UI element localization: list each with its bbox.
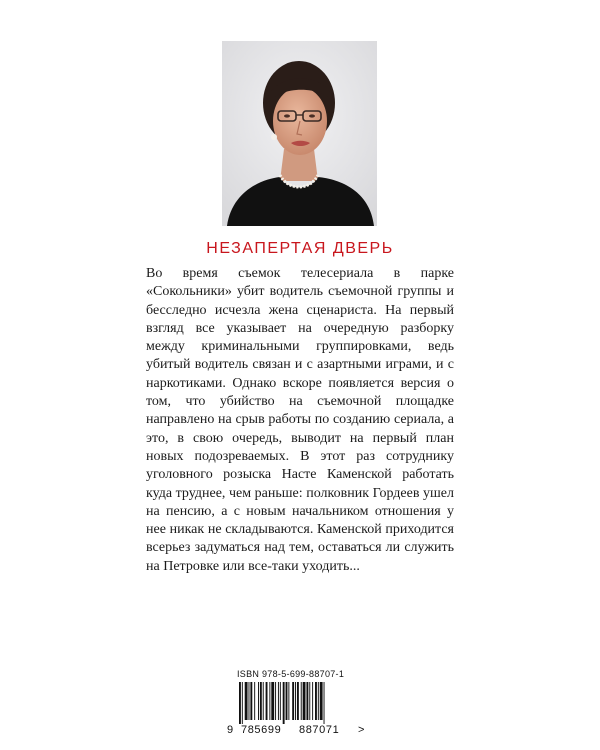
isbn-barcode [227, 669, 367, 738]
barcode-bar [318, 682, 319, 720]
barcode-bar [292, 682, 294, 720]
barcode-right-digits: 887071 [299, 724, 340, 736]
barcode-bar [269, 682, 270, 720]
barcode-bar [309, 682, 310, 720]
barcode-bar [295, 682, 296, 720]
barcode-bar [301, 682, 302, 720]
barcode-bar [297, 682, 299, 720]
book-annotation: Во время съемок телесериала в парке «Сокольники» убит водитель съемочной группы и бесследно исчезла жена сценариста. На первый взгляд все указывает на очередную разборку между криминальными группировками, ведь убитый водитель связан и с азартными играми, и с наркотиками. Однако вскоре появляется версия о том, что убийство на съемочной площадке направлено на срыв работы по созданию сериала, а это, в свою очередь, выводит на первый план новых подозреваемых. В этот раз сотруднику уголовного розыска Насте Каменской работать куда труднее, чем раньше: полковник Гордеев ушел на пенсию, а с новым начальником отношения у нее никак не складываются. Каменской приходится всерьез задуматься над тем, оставаться ли служить на Петровке или все-таки уходить... [146, 266, 454, 574]
barcode-bar [280, 682, 281, 720]
barcode-bar [258, 682, 259, 720]
barcode-bar [266, 682, 268, 720]
author-photo [222, 41, 377, 226]
barcode-bar [271, 682, 274, 720]
barcode-bar [263, 682, 264, 720]
barcode-bar [242, 682, 243, 724]
barcode-bar [254, 682, 255, 720]
isbn-label: ISBN 978-5-699-88707-1 [237, 669, 345, 679]
barcode-left-digits: 785699 [241, 724, 282, 736]
barcode-bar [306, 682, 308, 720]
barcode-bar [260, 682, 262, 720]
barcode-bars [227, 682, 367, 724]
barcode-bar [239, 682, 241, 724]
barcode-bar [324, 682, 325, 724]
barcode-bar [275, 682, 276, 720]
barcode-bar [283, 682, 285, 724]
barcode-bar [245, 682, 248, 720]
barcode-digits [227, 724, 367, 738]
barcode-bar [250, 682, 252, 720]
barcode-bar [249, 682, 250, 720]
barcode-bar [288, 682, 289, 720]
barcode-bar [303, 682, 306, 720]
book-title: НЕЗАПЕРТАЯ ДВЕРЬ [206, 240, 394, 257]
barcode-trail-mark: > [358, 724, 366, 736]
barcode-bar [320, 682, 323, 720]
barcode-bar [312, 682, 313, 720]
barcode-bar [315, 682, 317, 720]
barcode-bar [278, 682, 279, 720]
barcode-lead-digit: 9 [227, 724, 234, 736]
barcode-bar [286, 682, 288, 720]
